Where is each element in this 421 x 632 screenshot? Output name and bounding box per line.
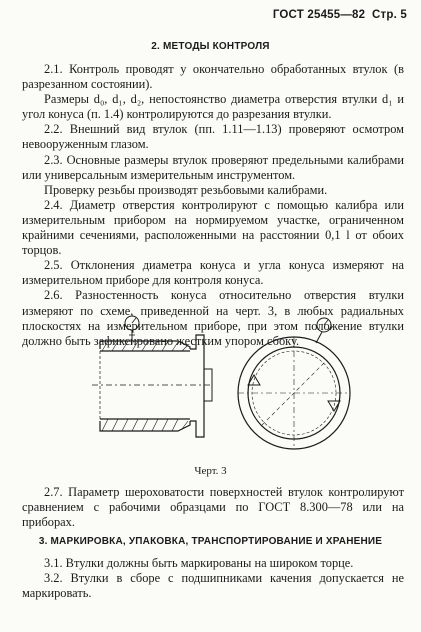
- paragraph: 2.4. Диаметр отверстия контролируют с помощью калибра или измерительным прибором на нормируемом участке, ограниченном крайними сечениями, расположенными на расстоянии 0,1 l от обоих торцов.: [22, 197, 404, 258]
- paragraph: 2.2. Внешний вид втулок (пп. 1.11—1.13) проверяют осмотром невооруженным глазом.: [22, 122, 404, 152]
- section-2-continued: [22, 485, 404, 530]
- ring-end-view: [238, 318, 350, 449]
- paragraph: Размеры d₀, d₁, d₂, непостоянство диаметра отверстия втулки d₁ и угол конуса (п. 1.4) контролируются до разрезания втулки.: [22, 92, 404, 122]
- page-number: Стр. 5: [372, 9, 407, 21]
- page-header: [273, 9, 407, 21]
- paragraph: 2.5. Отклонения диаметра конуса и угла конуса измеряют на измерительном приборе для контроля конуса.: [22, 258, 404, 288]
- section-3-title: 3. МАРКИРОВКА, УПАКОВКА, ТРАНСПОРТИРОВАНИЕ И ХРАНЕНИЕ: [38, 536, 383, 547]
- section-3-body: [22, 556, 404, 601]
- paragraph: 2.6. Разностенность конуса относительно отверстия втулки измеряют по схеме, приведенной на черт. 3, в любых радиальных плоскостях на измерительном приборе, при этом положение втулки должно быть зафиксировано жестким упором сбоку.: [22, 288, 404, 348]
- standard-number: ГОСТ 25455—82: [272, 9, 366, 21]
- figure-caption: Черт. 3: [194, 465, 227, 477]
- paragraph: 3.1. Втулки должны быть маркированы на широком торце.: [44, 556, 354, 570]
- section-2-title: 2. МЕТОДЫ КОНТРОЛЯ: [151, 41, 270, 52]
- drawing-fig-3: [78, 305, 378, 465]
- sleeve-section-view: [92, 316, 212, 437]
- paragraph: 2.3. Основные размеры втулок проверяют предельными калибрами или универсальным измерительным инструментом.: [22, 152, 404, 182]
- paragraph: 2.7. Параметр шероховатости поверхностей втулок контролируют сравнением с рабочими образцами по ГОСТ 8.300—78 или на приборах.: [22, 485, 404, 530]
- paragraph: Проверку резьбы производят резьбовыми калибрами.: [44, 182, 328, 197]
- paragraph: 2.1. Контроль проводят у окончательно обработанных втулок (в разрезанном состоянии).: [22, 62, 404, 92]
- paragraph: 3.2. Втулки в сборе с подшипниками качения допускается не маркировать.: [22, 571, 404, 601]
